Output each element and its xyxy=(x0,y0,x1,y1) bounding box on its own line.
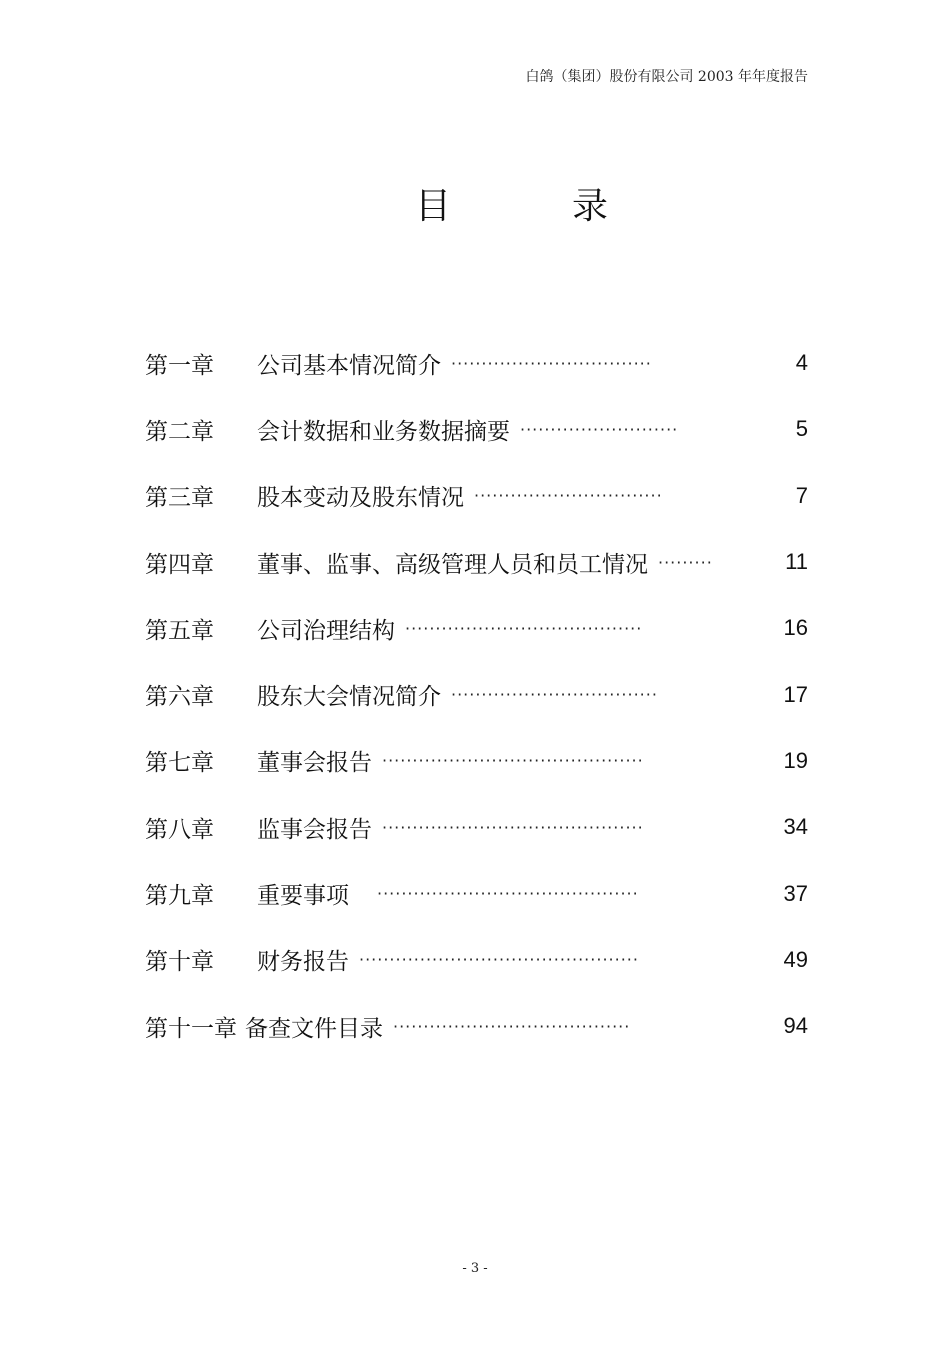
toc-entry-8[interactable] xyxy=(145,794,808,860)
toc-chapter: 第二章 xyxy=(145,418,214,445)
toc-page-number: 19 xyxy=(783,747,808,773)
toc-title: 股本变动及股东情况 xyxy=(257,485,464,512)
toc-page-number: 94 xyxy=(783,1013,808,1039)
toc-title: 董事会报告 xyxy=(257,750,372,777)
toc-leader-dots: ··········································· xyxy=(377,884,639,904)
toc-title: 股东大会情况简介 xyxy=(257,684,441,711)
toc-leader-dots: ········· xyxy=(658,552,713,572)
toc-entry-2[interactable] xyxy=(145,396,808,462)
toc-title: 重要事项 xyxy=(257,883,349,910)
toc-leader-dots: ·································· xyxy=(451,685,658,705)
toc-leader-dots: ·············································· xyxy=(359,950,639,970)
toc-title: 会计数据和业务数据摘要 xyxy=(257,418,510,445)
toc-title: 监事会报告 xyxy=(257,816,372,843)
running-header: 白鸽（集团）股份有限公司 2003 年年度报告 xyxy=(525,69,808,85)
toc-page-number: 16 xyxy=(783,615,808,641)
toc-entry-3[interactable] xyxy=(145,463,808,529)
toc-leader-dots: ······································· xyxy=(405,618,643,638)
toc-chapter: 第十一章 xyxy=(145,1015,237,1042)
toc-entry-5[interactable] xyxy=(145,595,808,661)
toc-leader-dots: ······································· xyxy=(393,1016,631,1036)
toc-leader-dots: ······························· xyxy=(474,486,663,506)
toc-entry-1[interactable] xyxy=(145,330,808,396)
toc-chapter: 第七章 xyxy=(145,750,214,777)
toc-leader-dots: ··········································· xyxy=(382,817,644,837)
title-char-1: 目 xyxy=(415,186,452,227)
toc-title: 公司治理结构 xyxy=(257,617,395,644)
toc-chapter: 第八章 xyxy=(145,816,214,843)
toc-entry-9[interactable] xyxy=(145,860,808,926)
toc-page-number: 17 xyxy=(783,681,808,707)
toc-chapter: 第四章 xyxy=(145,551,214,578)
toc-page-number: 34 xyxy=(783,814,808,840)
toc-title: 财务报告 xyxy=(257,949,349,976)
toc-leader-dots: ································· xyxy=(451,353,652,373)
toc-entry-6[interactable] xyxy=(145,661,808,727)
toc-chapter: 第五章 xyxy=(145,617,214,644)
toc-title: 备查文件目录 xyxy=(245,1015,383,1042)
toc-page-number: 49 xyxy=(783,946,808,972)
toc-chapter: 第三章 xyxy=(145,485,214,512)
toc-title: 董事、监事、高级管理人员和员工情况 xyxy=(257,551,648,578)
toc-entry-4[interactable] xyxy=(145,529,808,595)
toc-page-number: 37 xyxy=(783,880,808,906)
toc-page-number: 11 xyxy=(785,549,808,575)
toc-chapter: 第九章 xyxy=(145,883,214,910)
page-number-footer: - 3 - xyxy=(462,1261,488,1276)
toc-leader-dots: ··········································· xyxy=(382,751,644,771)
toc-chapter: 第一章 xyxy=(145,352,214,379)
toc-chapter: 第六章 xyxy=(145,684,214,711)
title-char-2: 录 xyxy=(572,186,609,227)
toc-leader-dots: ·························· xyxy=(520,419,679,439)
toc-entry-11[interactable] xyxy=(145,993,808,1059)
toc-entry-7[interactable] xyxy=(145,728,808,794)
toc-title: 公司基本情况简介 xyxy=(257,352,441,379)
table-of-contents xyxy=(145,330,808,1059)
toc-entry-10[interactable] xyxy=(145,927,808,993)
toc-page-number: 4 xyxy=(795,350,808,376)
toc-page-number: 5 xyxy=(795,416,808,442)
toc-chapter: 第十章 xyxy=(145,949,214,976)
toc-page-number: 7 xyxy=(795,482,808,508)
